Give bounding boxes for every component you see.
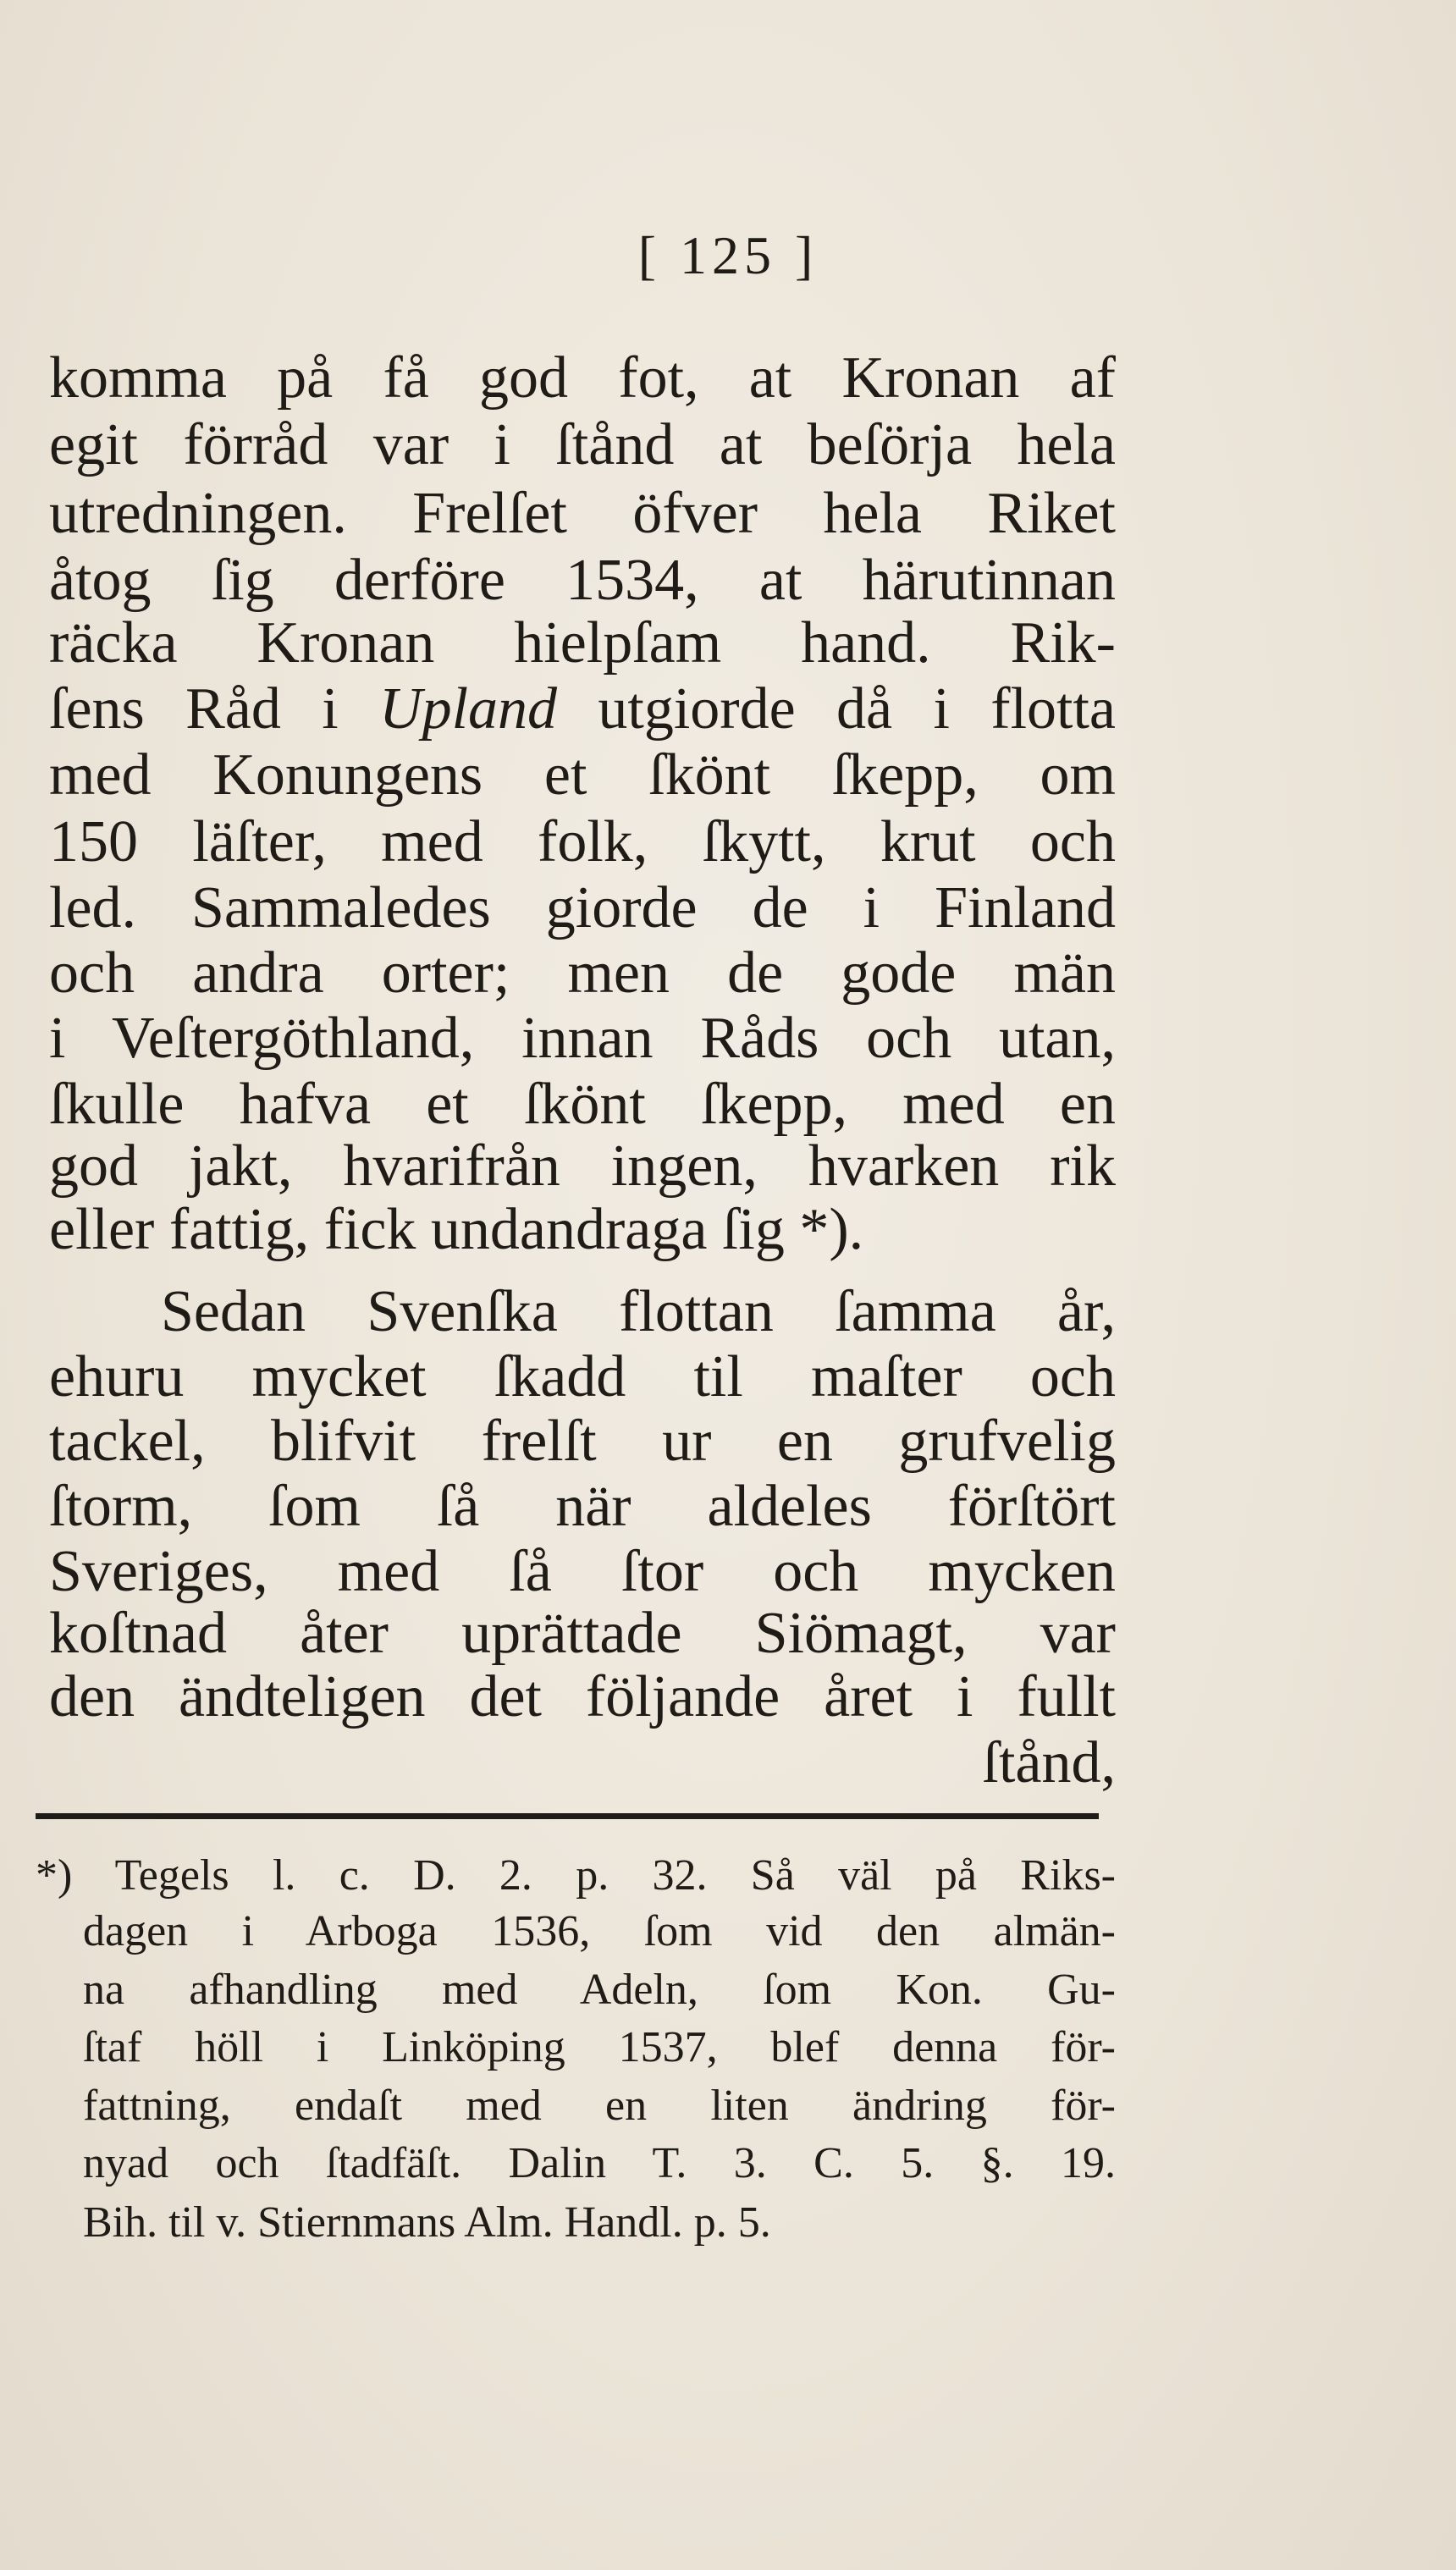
- text-line: led. Sammaledes giorde de i Finland: [49, 875, 1116, 940]
- footnote-rule: [36, 1813, 1099, 1819]
- text-line: god jakt, hvarifrån ingen, hvarken rik: [49, 1133, 1116, 1199]
- text-line: Sveriges, med ſå ſtor och mycken: [49, 1539, 1116, 1604]
- text-segment: utgiorde då i flotta: [598, 676, 1116, 742]
- text-line: koſtnad åter uprättade Siömagt, var: [49, 1601, 1116, 1666]
- text-line: och andra orter; men de gode män: [49, 940, 1116, 1006]
- footnote-line: nyad och ſtadfäſt. Dalin T. 3. C. 5. §. 19.: [83, 2139, 1116, 2187]
- text-line: egit förråd var i ſtånd at beſörja hela: [49, 412, 1116, 477]
- text-line: räcka Kronan hielpſam hand. Rik-: [49, 610, 1116, 676]
- footnote-line: *) Tegels l. c. D. 2. p. 32. Så väl på Riks-: [36, 1851, 1116, 1900]
- text-line-with-italic: [49, 676, 1116, 742]
- text-line: 150 läſter, med folk, ſkytt, krut och: [49, 809, 1116, 874]
- text-line: i Veſtergöthland, innan Råds och utan,: [49, 1006, 1116, 1071]
- text-line: med Konungens et ſkönt ſkepp, om: [49, 742, 1116, 808]
- footnote-line: Bih. til v. Stiernmans Alm. Handl. p. 5.: [83, 2198, 771, 2247]
- footnote-line: ſtaf höll i Linköping 1537, blef denna för-: [83, 2023, 1116, 2071]
- text-line: ſtorm, ſom ſå när aldeles förſtört: [49, 1474, 1116, 1539]
- text-line: den ändteligen det följande året i fullt: [49, 1664, 1116, 1729]
- page-number: [ 125 ]: [637, 225, 819, 285]
- italic-place-name: Upland: [379, 676, 558, 742]
- footnote-line: fattning, endaſt med en liten ändring för-: [83, 2082, 1116, 2130]
- text-line: eller fattig, fick undandraga ſig *).: [49, 1197, 864, 1262]
- text-line: åtog ſig derföre 1534, at härutinnan: [49, 548, 1116, 613]
- footnote-line: na afhandling med Adeln, ſom Kon. Gu-: [83, 1966, 1116, 2014]
- footnote-line: dagen i Arboga 1536, ſom vid den almän-: [83, 1907, 1116, 1955]
- text-line: utredningen. Frelſet öfver hela Riket: [49, 481, 1116, 546]
- paragraph-first-line: Sedan Svenſka flottan ſamma år,: [161, 1279, 1116, 1344]
- text-line: tackel, blifvit frelſt ur en grufvelig: [49, 1409, 1116, 1474]
- text-line: komma på få god fot, at Kronan af: [49, 345, 1116, 411]
- text-line: ehuru mycket ſkadd til maſter och: [49, 1344, 1116, 1409]
- catchword: ſtånd,: [982, 1730, 1116, 1795]
- text-line: ſkulle hafva et ſkönt ſkepp, med en: [49, 1072, 1116, 1137]
- text-segment: ſens Råd i: [49, 676, 339, 742]
